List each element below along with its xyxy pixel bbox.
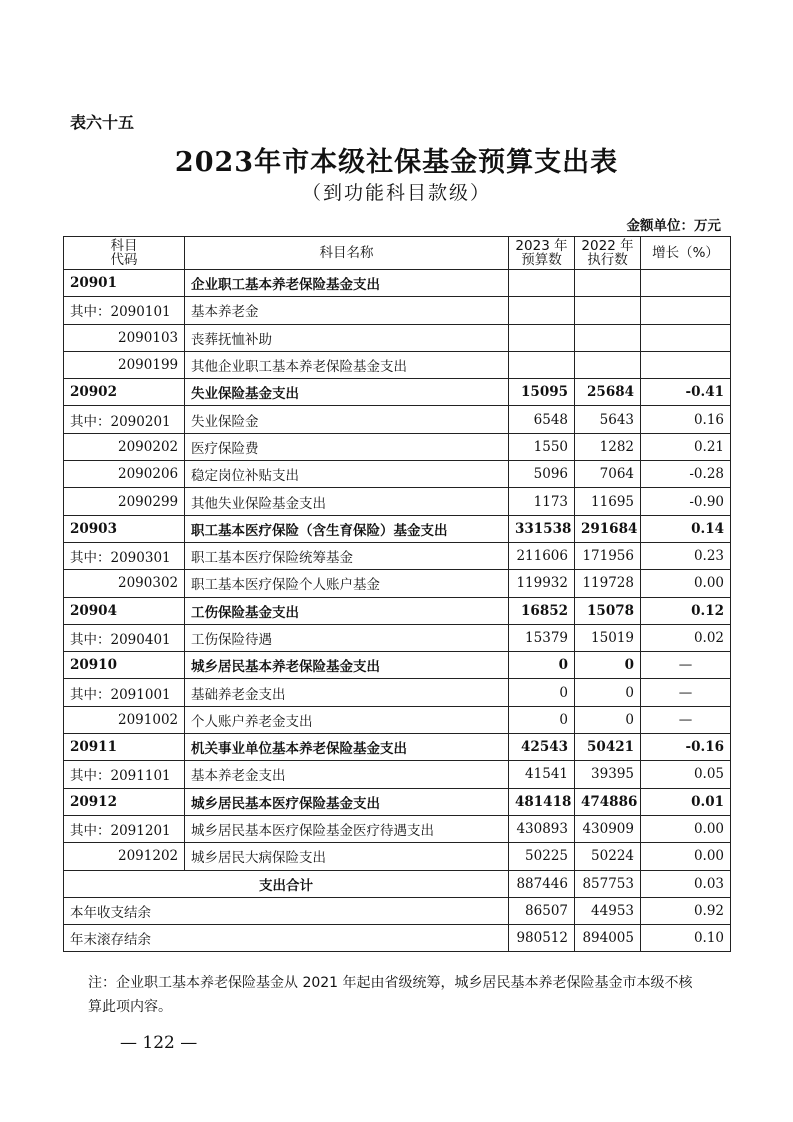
row-name: 城乡居民基本医疗保险基金医疗待遇支出	[185, 815, 509, 842]
total-actual: 857753	[575, 870, 641, 897]
row-budget: 430893	[509, 815, 575, 842]
row-growth: 0.00	[641, 570, 731, 597]
table-row	[64, 351, 731, 378]
row-growth: 0.12	[641, 597, 731, 624]
row-actual: 1282	[575, 433, 641, 460]
page-number: — 122 —	[120, 1033, 198, 1053]
row-growth: 0.02	[641, 624, 731, 651]
row-name: 企业职工基本养老保险基金支出	[185, 270, 509, 297]
row-budget: 1173	[509, 488, 575, 515]
carryover-growth: 0.10	[641, 925, 731, 952]
unit-label: 金额单位：万元	[626, 218, 721, 234]
row-growth	[641, 270, 731, 297]
header-actual-text: 2022 年执行数	[581, 238, 634, 268]
row-actual: 7064	[575, 461, 641, 488]
row-growth: 0.23	[641, 542, 731, 569]
row-actual: 0	[575, 679, 641, 706]
page-title: 2023年市本级社保基金预算支出表	[174, 147, 619, 178]
row-budget: 15095	[509, 379, 575, 406]
row-name: 基本养老金	[185, 297, 509, 324]
row-growth	[641, 297, 731, 324]
header-budget-text: 2023 年预算数	[515, 238, 568, 268]
row-budget: 50225	[509, 843, 575, 870]
row-name: 机关事业单位基本养老保险基金支出	[185, 734, 509, 761]
row-growth: 0.01	[641, 788, 731, 815]
table-row	[64, 379, 731, 406]
row-budget: 15379	[509, 624, 575, 651]
balance-row	[64, 897, 731, 924]
row-name: 医疗保险费	[185, 433, 509, 460]
row-actual: 39395	[575, 761, 641, 788]
row-actual: 291684	[575, 515, 641, 542]
row-code: 其中：2091201	[64, 815, 185, 842]
row-name: 职工基本医疗保险个人账户基金	[185, 570, 509, 597]
table-row	[64, 270, 731, 297]
row-growth	[641, 324, 731, 351]
row-actual	[575, 297, 641, 324]
row-name: 城乡居民基本医疗保险基金支出	[185, 788, 509, 815]
row-budget: 211606	[509, 542, 575, 569]
row-name: 失业保险基金支出	[185, 379, 509, 406]
row-actual: 474886	[575, 788, 641, 815]
carryover-row	[64, 925, 731, 952]
row-growth: —	[641, 652, 731, 679]
table-row	[64, 406, 731, 433]
row-budget: 481418	[509, 788, 575, 815]
row-growth: -0.28	[641, 461, 731, 488]
row-growth: 0.00	[641, 815, 731, 842]
row-code: 20904	[64, 597, 185, 624]
row-budget: 6548	[509, 406, 575, 433]
table-row	[64, 734, 731, 761]
row-code: 2091002	[64, 706, 185, 733]
row-code: 其中：2090401	[64, 624, 185, 651]
row-actual: 5643	[575, 406, 641, 433]
row-budget: 0	[509, 652, 575, 679]
table-row	[64, 706, 731, 733]
table-row	[64, 652, 731, 679]
row-actual	[575, 324, 641, 351]
row-actual: 50224	[575, 843, 641, 870]
row-actual	[575, 351, 641, 378]
header-code-text: 科目代码	[110, 238, 138, 268]
table-row	[64, 679, 731, 706]
row-growth: —	[641, 706, 731, 733]
row-budget: 0	[509, 706, 575, 733]
header-actual	[575, 237, 641, 270]
row-code: 20903	[64, 515, 185, 542]
row-budget: 16852	[509, 597, 575, 624]
page-subtitle: （到功能科目款级）	[301, 182, 491, 204]
row-name: 城乡居民基本养老保险基金支出	[185, 652, 509, 679]
table-label: 表六十五	[70, 113, 135, 132]
table-row	[64, 488, 731, 515]
footnote: 注：企业职工基本养老保险基金从 2021 年起由省级统筹，城乡居民基本养老保险基金市本级不核算此项内容。	[88, 975, 693, 1015]
row-budget	[509, 351, 575, 378]
carryover-label: 年末滚存结余	[64, 925, 509, 952]
row-actual: 25684	[575, 379, 641, 406]
total-growth: 0.03	[641, 870, 731, 897]
row-name: 工伤保险基金支出	[185, 597, 509, 624]
table-row	[64, 297, 731, 324]
row-code: 2090299	[64, 488, 185, 515]
row-code: 2090302	[64, 570, 185, 597]
row-actual: 15019	[575, 624, 641, 651]
table-row	[64, 843, 731, 870]
row-actual: 171956	[575, 542, 641, 569]
row-growth: 0.14	[641, 515, 731, 542]
row-budget: 0	[509, 679, 575, 706]
table-row	[64, 761, 731, 788]
row-code: 2090199	[64, 351, 185, 378]
carryover-actual: 894005	[575, 925, 641, 952]
header-code	[64, 237, 185, 270]
row-growth: -0.41	[641, 379, 731, 406]
row-budget: 42543	[509, 734, 575, 761]
row-actual: 430909	[575, 815, 641, 842]
row-name: 职工基本医疗保险统筹基金	[185, 542, 509, 569]
balance-label: 本年收支结余	[64, 897, 509, 924]
row-budget	[509, 324, 575, 351]
row-actual: 0	[575, 652, 641, 679]
table-row	[64, 624, 731, 651]
row-actual: 50421	[575, 734, 641, 761]
table-row	[64, 515, 731, 542]
table-header-row	[64, 237, 731, 270]
row-budget: 331538	[509, 515, 575, 542]
row-actual	[575, 270, 641, 297]
row-code: 20912	[64, 788, 185, 815]
row-name: 其他失业保险基金支出	[185, 488, 509, 515]
row-code: 20911	[64, 734, 185, 761]
budget-table	[63, 236, 731, 952]
balance-growth: 0.92	[641, 897, 731, 924]
row-budget: 119932	[509, 570, 575, 597]
total-budget: 887446	[509, 870, 575, 897]
row-code: 20902	[64, 379, 185, 406]
table-row	[64, 433, 731, 460]
row-growth: —	[641, 679, 731, 706]
balance-actual: 44953	[575, 897, 641, 924]
row-budget	[509, 270, 575, 297]
row-code: 2090103	[64, 324, 185, 351]
row-actual: 0	[575, 706, 641, 733]
row-name: 城乡居民大病保险支出	[185, 843, 509, 870]
row-name: 其他企业职工基本养老保险基金支出	[185, 351, 509, 378]
row-code: 其中：2091101	[64, 761, 185, 788]
row-code: 其中：2090301	[64, 542, 185, 569]
row-code: 2090206	[64, 461, 185, 488]
row-actual: 11695	[575, 488, 641, 515]
row-name: 稳定岗位补贴支出	[185, 461, 509, 488]
row-code: 20901	[64, 270, 185, 297]
row-growth: -0.16	[641, 734, 731, 761]
balance-budget: 86507	[509, 897, 575, 924]
header-growth: 增长（%）	[641, 237, 731, 270]
row-budget: 1550	[509, 433, 575, 460]
table-row	[64, 570, 731, 597]
header-name: 科目名称	[185, 237, 509, 270]
carryover-budget: 980512	[509, 925, 575, 952]
table-row	[64, 815, 731, 842]
row-name: 丧葬抚恤补助	[185, 324, 509, 351]
header-budget	[509, 237, 575, 270]
row-code: 其中：2090101	[64, 297, 185, 324]
row-name: 基础养老金支出	[185, 679, 509, 706]
row-code: 2090202	[64, 433, 185, 460]
row-growth: 0.00	[641, 843, 731, 870]
table-row	[64, 324, 731, 351]
total-row	[64, 870, 731, 897]
row-code: 2091202	[64, 843, 185, 870]
row-budget: 41541	[509, 761, 575, 788]
row-growth	[641, 351, 731, 378]
total-label: 支出合计	[64, 870, 509, 897]
row-actual: 119728	[575, 570, 641, 597]
table-row	[64, 542, 731, 569]
row-name: 失业保险金	[185, 406, 509, 433]
table-row	[64, 461, 731, 488]
row-code: 其中：2090201	[64, 406, 185, 433]
row-name: 工伤保险待遇	[185, 624, 509, 651]
table-row	[64, 597, 731, 624]
row-code: 其中：2091001	[64, 679, 185, 706]
row-budget	[509, 297, 575, 324]
row-actual: 15078	[575, 597, 641, 624]
row-name: 个人账户养老金支出	[185, 706, 509, 733]
row-budget: 5096	[509, 461, 575, 488]
row-name: 基本养老金支出	[185, 761, 509, 788]
row-name: 职工基本医疗保险（含生育保险）基金支出	[185, 515, 509, 542]
row-growth: 0.16	[641, 406, 731, 433]
row-growth: 0.05	[641, 761, 731, 788]
row-growth: -0.90	[641, 488, 731, 515]
row-code: 20910	[64, 652, 185, 679]
table-row	[64, 788, 731, 815]
row-growth: 0.21	[641, 433, 731, 460]
